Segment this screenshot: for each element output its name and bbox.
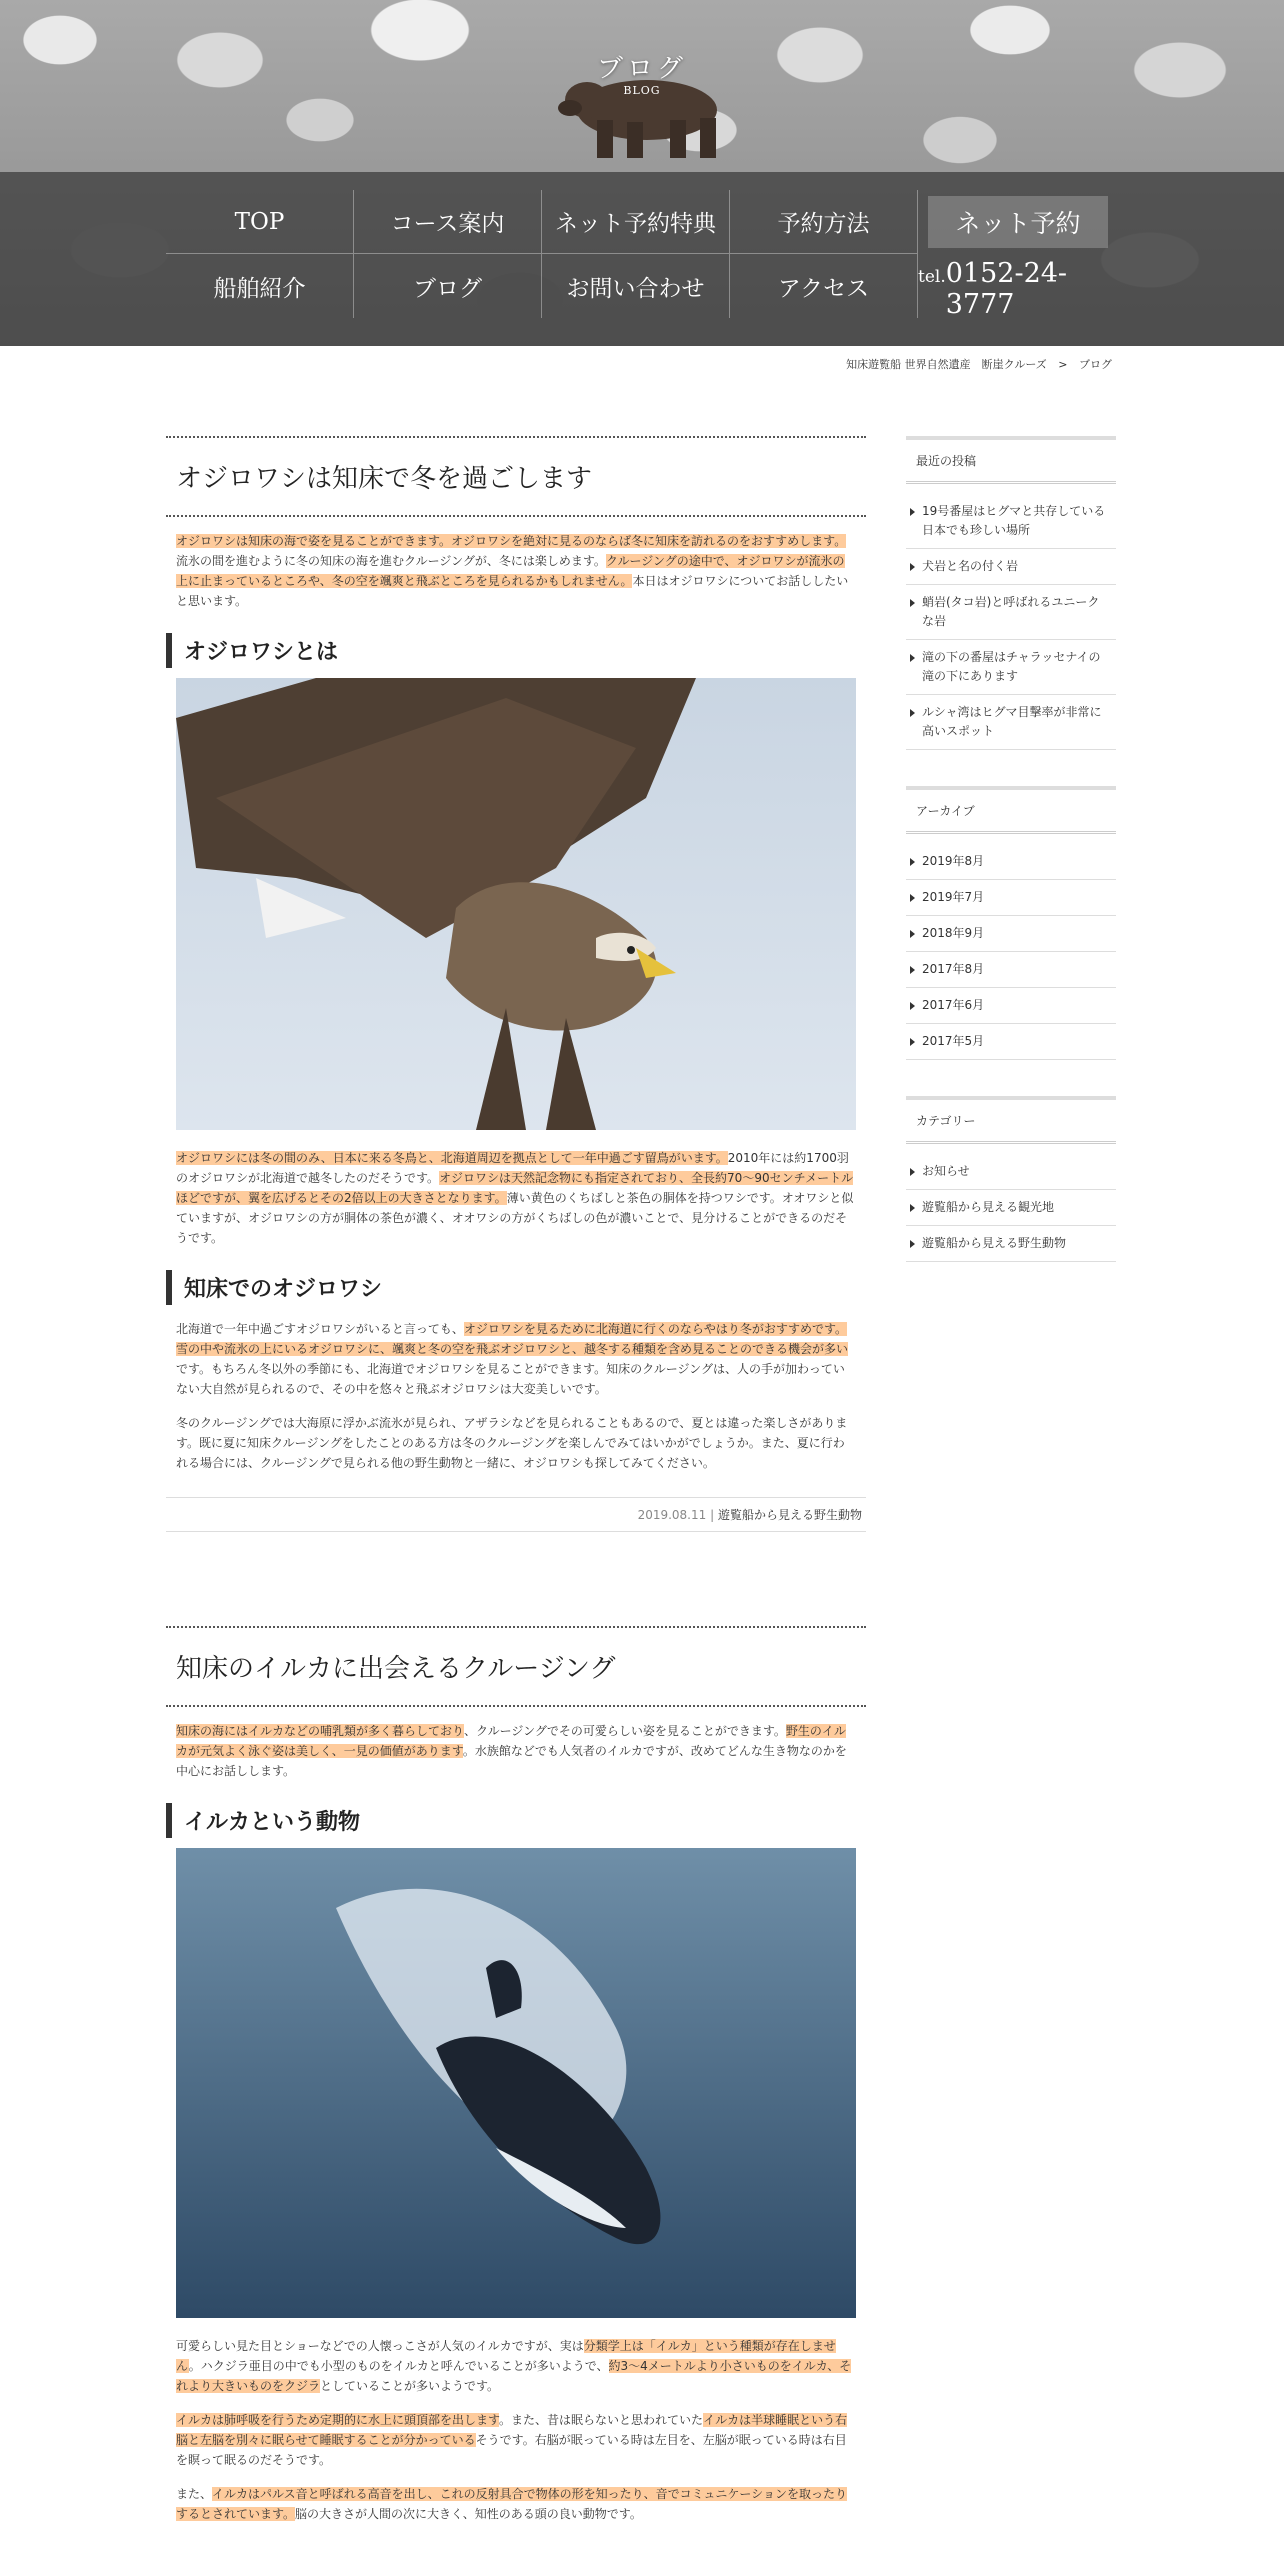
net-reserve-button[interactable]: ネット予約: [928, 196, 1108, 248]
post-category-link[interactable]: 遊覧船から見える野生動物: [717, 1508, 862, 1522]
category-link[interactable]: 遊覧船から見える野生動物: [906, 1226, 1116, 1262]
section-text: [176, 2484, 856, 2524]
nav-ships[interactable]: 船舶紹介: [166, 254, 354, 318]
page-title: ブログ: [596, 54, 687, 84]
dolphin-photo: [176, 1848, 856, 2322]
recent-post-link[interactable]: 滝の下の番屋はチャラッセナイの滝の下にあります: [906, 640, 1116, 695]
archive-list: [906, 844, 1116, 1060]
nav-contact[interactable]: お問い合わせ: [542, 254, 730, 318]
text-run: イルカは肺呼吸を行うため定期的に水上に頭頂部を出します: [176, 2413, 500, 2427]
text-run: 約3～4メートルより小さいものをイルカ、それより大きいものをクジラ: [176, 2359, 852, 2393]
recent-post-link[interactable]: 犬岩と名の付く岩: [906, 549, 1116, 585]
text-run: オジロワシを絶対に見るのならば冬に知床を訪れるのをおすすめします。: [451, 534, 847, 548]
category-link[interactable]: 遊覧船から見える観光地: [906, 1190, 1116, 1226]
breadcrumb-separator: >: [1058, 358, 1068, 371]
post-intro: [176, 1721, 856, 1781]
post-meta: [166, 1497, 866, 1532]
text-run: 知床の海にはイルカなどの哺乳類が多く暮らしており: [176, 1724, 465, 1738]
text-run: クルージングの途中で、オジロワシが流氷の上に止まっているところや、冬の空を颯爽と飛ぶところを見られるかもしれません。: [176, 554, 845, 588]
text-run: 雪の中や流氷の上にいるオジロワシに、颯爽と冬の空を飛ぶオジロワシと、越冬する種類を含め見ることのできる機会が多い: [176, 1342, 849, 1356]
section-text: [176, 1319, 856, 1399]
text-run: 。また、昔は眠らないと思われていた: [499, 2413, 704, 2427]
meta-separator: |: [710, 1508, 715, 1522]
sidebar: [906, 436, 1116, 1298]
nav-access[interactable]: アクセス: [730, 254, 918, 318]
category-heading: カテゴリー: [906, 1096, 1116, 1144]
breadcrumb-home[interactable]: 知床遊覧船 世界自然遺産 断崖クルーズ: [846, 358, 1047, 371]
category-list: [906, 1154, 1116, 1262]
post-title[interactable]: オジロワシは知床で冬を過ごします: [166, 436, 866, 517]
blog-post: [166, 1626, 866, 2524]
text-run: 可愛らしい見た目とショーなどでの人懐っこさが人気のイルカですが、実は: [176, 2339, 584, 2353]
recent-post-link[interactable]: ルシャ湾はヒグマ目撃率が非常に高いスポット: [906, 695, 1116, 750]
text-run: 。水族館などでも人気者のイルカですが、改めてどんな生き物なのかを中心にお話しします。: [176, 1744, 847, 1778]
reserve-cell: [918, 190, 1118, 254]
recent-posts-list: [906, 494, 1116, 750]
section-heading: イルカという動物: [166, 1803, 856, 1838]
section-text: [176, 2336, 856, 2396]
category-link[interactable]: お知らせ: [906, 1154, 1116, 1190]
text-run: オジロワシを見るために北海道に行くのならやはり冬がおすすめです。: [463, 1322, 848, 1336]
text-run: イルカは半球睡眠という右脳と左脳を別々に眠らせて睡眠することが分かっている: [176, 2413, 848, 2447]
blog-post: [166, 436, 866, 1532]
tel-number: 0152-24-3777: [945, 258, 1068, 320]
text-run: そうです。右脳が眠っている時は左目を、左脳が眠っている時は右目を瞑って眠るのだそうです。: [176, 2433, 847, 2467]
archive-link[interactable]: 2017年8月: [906, 952, 1116, 988]
recent-posts-heading: 最近の投稿: [906, 436, 1116, 484]
section-text: [176, 2410, 856, 2470]
tel-cell: [918, 254, 1118, 318]
section-heading: オジロワシとは: [166, 633, 856, 668]
text-run: 本日はオジロワシについてお話ししたいと思います。: [176, 574, 849, 608]
text-run: 北海道で一年中過ごすオジロワシがいると言っても、: [176, 1322, 464, 1336]
archive-link[interactable]: 2019年8月: [906, 844, 1116, 880]
text-run: 分類学上は「イルカ」という種類が存在しません: [176, 2339, 836, 2373]
text-run: 野生のイルカが元気よく泳ぐ姿は美しく、一見の価値があります: [176, 1724, 846, 1758]
text-run: 。ハクジラ亜目の中でも小型のものをイルカと呼んでいることが多いようで、: [188, 2359, 609, 2373]
eagle-photo: [176, 678, 856, 1134]
recent-post-link[interactable]: 蛸岩(タコ岩)と呼ばれるユニークな岩: [906, 585, 1116, 640]
nav-net-benefits[interactable]: ネット予約特典: [542, 190, 730, 254]
text-run: としていることが多いようです。: [320, 2379, 500, 2393]
nav-reservation-method[interactable]: 予約方法: [730, 190, 918, 254]
text-run: イルカはパルス音と呼ばれる高音を出し、これの反射具合で物体の形を知ったり、音でコミュニケーションを取ったりするとされています。: [176, 2487, 847, 2521]
archive-link[interactable]: 2019年7月: [906, 880, 1116, 916]
nav-blog[interactable]: ブログ: [354, 254, 542, 318]
archive-link[interactable]: 2018年9月: [906, 916, 1116, 952]
breadcrumb: [0, 356, 1112, 372]
main-nav: [166, 190, 1118, 318]
hero-header: [0, 0, 1284, 346]
post-date: 2019.08.11: [637, 1508, 707, 1522]
archive-link[interactable]: 2017年6月: [906, 988, 1116, 1024]
text-run: オジロワシには冬の間のみ、日本に来る冬鳥と、北海道周辺を拠点として一年中過ごす留鳥がいます。: [176, 1151, 728, 1165]
text-run: 2010年には約1700羽のオジロワシが北海道で越冬したのだそうです。: [176, 1151, 849, 1185]
text-run: 流氷の間を進むように冬の知床の海を進むクルージングが、冬には楽しめます。: [176, 554, 606, 568]
section-text: 冬のクルージングでは大海原に浮かぶ流氷が見られ、アザラシなどを見られることもあるので、夏とは違った楽しさがあります。既に夏に知床クルージングをしたことのある方は冬のクルージングを楽しんでみてはいかがでしょうか。また、夏に行われる場合には、クルージングで見られる他の野生動物と一緒に、オジロワシも探してみてください。: [176, 1416, 848, 1470]
text-run: また、: [176, 2487, 213, 2501]
page-subtitle: BLOG: [623, 84, 661, 97]
text-run: です。もちろん冬以外の季節にも、北海道でオジロワシを見ることができます。知床のクルージングは、人の手が加わっていない大自然が見られるので、その中を悠々と飛ぶオジロワシは大変美しいです。: [176, 1362, 845, 1396]
breadcrumb-current: ブログ: [1079, 358, 1112, 371]
text-run: 、クルージングでその可愛らしい姿を見ることができます。: [464, 1724, 786, 1738]
section-heading: 知床でのオジロワシ: [166, 1270, 856, 1305]
section-text: [176, 1148, 856, 1248]
phone-link[interactable]: [918, 252, 1118, 320]
nav-top[interactable]: TOP: [166, 190, 354, 254]
nav-course[interactable]: コース案内: [354, 190, 542, 254]
archive-heading: アーカイブ: [906, 786, 1116, 834]
post-intro: [176, 531, 856, 611]
main-content: [166, 436, 866, 2524]
recent-post-link[interactable]: 19号番屋はヒグマと共存している日本でも珍しい場所: [906, 494, 1116, 549]
post-title[interactable]: 知床のイルカに出会えるクルージング: [166, 1626, 866, 1707]
text-run: オジロワシは天然記念物にも指定されており、全長約70～90センチメートルほどですが、翼を広げるとその2倍以上の大きさとなります。: [176, 1171, 854, 1205]
tel-prefix: tel.: [918, 267, 946, 287]
archive-link[interactable]: 2017年5月: [906, 1024, 1116, 1060]
text-run: 薄い黄色のくちばしと茶色の胴体を持つワシです。オオワシと似ていますが、オジロワシの方が胴体の茶色が濃く、オオワシの方がくちばしの色が濃いことで、見分けることができるのだそうです。: [176, 1191, 854, 1245]
text-run: オジロワシは知床の海で姿を見ることができます。: [176, 534, 452, 548]
text-run: 脳の大きさが人間の次に大きく、知性のある頭の良い動物です。: [295, 2507, 642, 2521]
